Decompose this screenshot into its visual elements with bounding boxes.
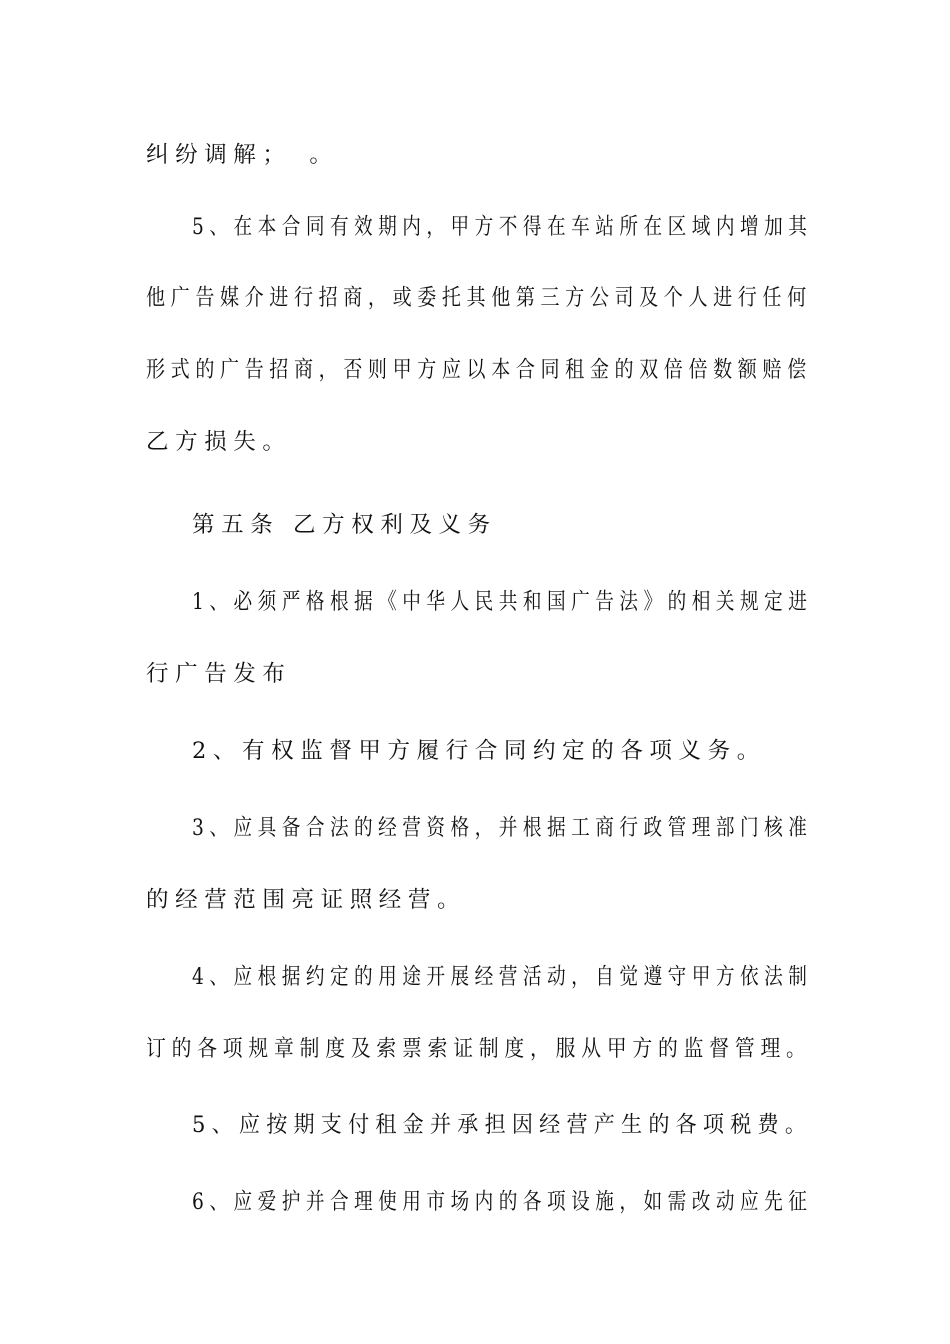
text-line-3: 他广告媒介进行招商，或委托其他第三方公司及个人进行任何 xyxy=(146,285,812,311)
text-line-1: 纠纷调解； 。 xyxy=(146,142,339,168)
text-line-10: 3、应具备合法的经营资格，并根据工商行政管理部门核准 xyxy=(192,815,813,841)
text-line-15: 6、应爱护并合理使用市场内的各项设施，如需改动应先征 xyxy=(192,1189,813,1215)
text-line-13: 订的各项规章制度及索票索证制度，服从甲方的监督管理。 xyxy=(146,1036,812,1062)
text-line-11: 的经营范围亮证照经营。 xyxy=(146,887,467,913)
text-line-5: 乙方损失。 xyxy=(146,429,292,455)
text-line-12: 4、应根据约定的用途开展经营活动，自觉遵守甲方依法制 xyxy=(192,964,813,990)
text-line-2: 5、在本合同有效期内，甲方不得在车站所在区域内增加其 xyxy=(192,214,813,240)
text-line-8: 行广告发布 xyxy=(146,661,292,687)
text-line-4: 形式的广告招商，否则甲方应以本合同租金的双倍倍数额赔偿 xyxy=(146,357,812,383)
text-line-7: 1、必须严格根据《中华人民共和国广告法》的相关规定进 xyxy=(192,589,813,615)
text-line-14: 5、应按期支付租金并承担因经营产生的各项税费。 xyxy=(192,1112,813,1138)
section-heading: 第五条 乙方权利及义务 xyxy=(192,512,497,538)
text-line-9: 2、有权监督甲方履行合同约定的各项义务。 xyxy=(192,738,766,764)
